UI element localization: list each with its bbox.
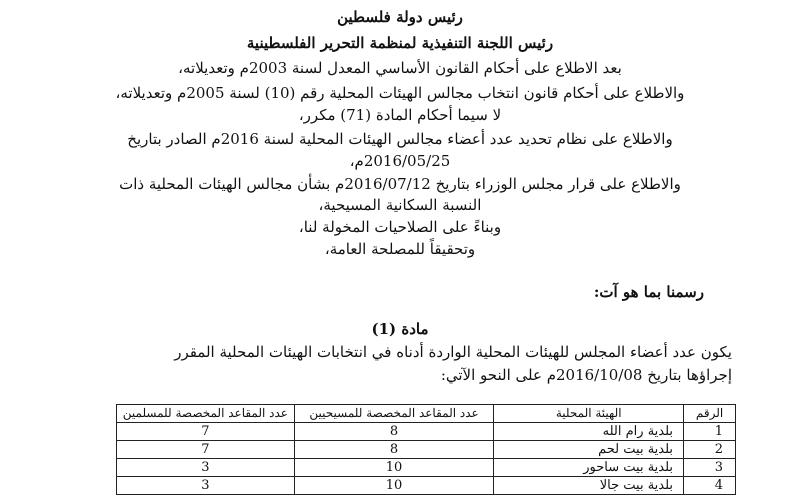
article-text-line-1: يكون عدد أعضاء المجلس للهيئات المحلية الواردة أدناه في انتخابات الهيئات المحلية المقرر <box>174 343 732 361</box>
preamble-powers: وبناءً على الصلاحيات المخولة لنا، <box>298 218 502 236</box>
row-christian-seats: 8 <box>294 441 494 459</box>
table-row <box>117 423 736 441</box>
row-local-body: بلدية رام الله <box>494 423 684 441</box>
preamble-election-law: والاطلاع على أحكام قانون انتخاب مجالس الهيئات المحلية رقم (10) لسنة 2005م وتعديلاته، <box>115 84 685 102</box>
title-plo: رئيس اللجنة التنفيذية لمنظمة التحرير الفلسطينية <box>246 34 554 52</box>
header-local-body: الهيئة المحلية <box>494 405 684 423</box>
preamble-basic-law: بعد الاطلاع على أحكام القانون الأساسي المعدل لسنة 2003م وتعديلاته، <box>178 59 622 77</box>
table-row <box>117 441 736 459</box>
row-christian-seats: 10 <box>294 477 494 495</box>
preamble-christian-population: النسبة السكانية المسيحية، <box>318 196 482 214</box>
row-number: 2 <box>684 441 736 459</box>
row-muslim-seats: 3 <box>117 459 295 477</box>
row-muslim-seats: 3 <box>117 477 295 495</box>
row-muslim-seats: 7 <box>117 423 295 441</box>
row-christian-seats: 10 <box>294 459 494 477</box>
row-local-body: بلدية بيت ساحور <box>494 459 684 477</box>
row-local-body: بلدية بيت لحم <box>494 441 684 459</box>
article-title: مادة (1) <box>371 320 429 338</box>
header-christian-seats: عدد المقاعد المخصصة للمسيحيين <box>294 405 494 423</box>
preamble-members-system: والاطلاع على نظام تحديد عدد أعضاء مجالس الهيئات المحلية لسنة 2016م الصادر بتاريخ <box>127 130 673 148</box>
row-number: 1 <box>684 423 736 441</box>
row-muslim-seats: 7 <box>117 441 295 459</box>
preamble-public-interest: وتحقيقاً للمصلحة العامة، <box>324 240 476 258</box>
row-number: 3 <box>684 459 736 477</box>
preamble-cabinet-decision: والاطلاع على قرار مجلس الوزراء بتاريخ 2016/07/12م بشأن مجالس الهيئات المحلية ذات <box>119 175 681 193</box>
table-row <box>117 459 736 477</box>
table-row <box>117 477 736 495</box>
preamble-system-date: 2016/05/25م، <box>349 152 451 170</box>
seats-table <box>116 404 736 495</box>
row-christian-seats: 8 <box>294 423 494 441</box>
preamble-article-71: لا سيما أحكام المادة (71) مكرر، <box>298 106 502 124</box>
header-muslim-seats: عدد المقاعد المخصصة للمسلمين <box>117 405 295 423</box>
decree-heading: رسمنا بما هو آت: <box>593 283 704 301</box>
row-local-body: بلدية بيت جالا <box>494 477 684 495</box>
row-number: 4 <box>684 477 736 495</box>
table-header-row <box>117 405 736 423</box>
article-text-line-2: إجراؤها بتاريخ 2016/10/08م على النحو الآتي: <box>440 366 732 384</box>
title-president: رئيس دولة فلسطين <box>337 8 463 26</box>
header-number: الرقم <box>684 405 736 423</box>
